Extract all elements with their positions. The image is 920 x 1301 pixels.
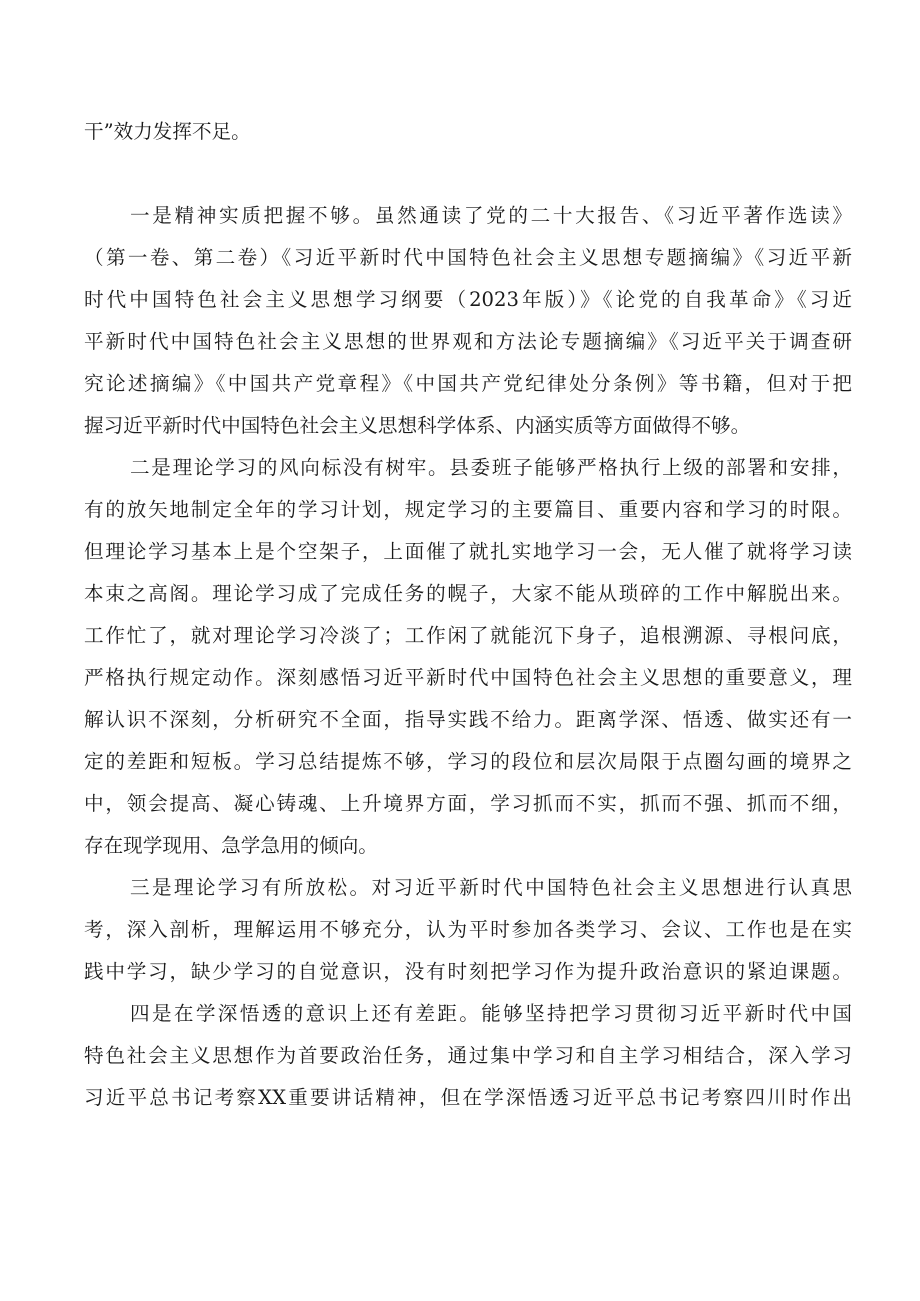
text-line: 严格执行规定动作。深刻感悟习近平新时代中国特色社会主义思想的重要意义，理 (84, 666, 852, 689)
text-line: 究论述摘编》《中国共产党章程》《中国共产党纪律处分条例》等书籍，但对于把 (84, 372, 852, 395)
text-line: 时代中国特色社会主义思想学习纲要（2023年版）》《论党的自我革命》《习近 (84, 288, 852, 311)
paragraph-4-first-line: 四是在学深悟透的意识上还有差距。能够坚持把学习贯彻习近平新时代中国 (130, 1002, 852, 1025)
text-line: （第一卷、第二卷）《习近平新时代中国特色社会主义思想专题摘编》《习近平新 (84, 246, 852, 269)
text-line: 存在现学现用、急学急用的倾向。 (84, 834, 378, 857)
paragraph-3-first-line: 三是理论学习有所放松。对习近平新时代中国特色社会主义思想进行认真思 (130, 876, 852, 899)
text-line: 有的放矢地制定全年的学习计划，规定学习的主要篇目、重要内容和学习的时限。 (84, 498, 852, 521)
text-line: 平新时代中国特色社会主义思想的世界观和方法论专题摘编》《习近平关于调查研 (84, 330, 852, 353)
text-line: 考，深入剖析，理解运用不够充分，认为平时参加各类学习、会议、工作也是在实 (84, 918, 852, 941)
text-line: 握习近平新时代中国特色社会主义思想科学体系、内涵实质等方面做得不够。 (84, 414, 751, 437)
text-line: 工作忙了，就对理论学习冷淡了；工作闲了就能沉下身子，追根溯源、寻根问底， (84, 624, 852, 647)
text-line: 中，领会提高、凝心铸魂、上升境界方面，学习抓而不实，抓而不强、抓而不细， (84, 792, 852, 815)
text-line: 本束之高阁。理论学习成了完成任务的幌子，大家不能从琐碎的工作中解脱出来。 (84, 582, 852, 605)
text-line: 干”效力发挥不足。 (84, 120, 251, 143)
text-line: 特色社会主义思想作为首要政治任务，通过集中学习和自主学习相结合，深入学习 (84, 1044, 852, 1067)
text-line: 习近平总书记考察XX重要讲话精神，但在学深悟透习近平总书记考察四川时作出 (84, 1086, 852, 1109)
paragraph-2-first-line: 二是理论学习的风向标没有树牢。县委班子能够严格执行上级的部署和安排， (130, 456, 852, 479)
text-line: 但理论学习基本上是个空架子，上面催了就扎实地学习一会，无人催了就将学习读 (84, 540, 852, 563)
paragraph-1-first-line: 一是精神实质把握不够。虽然通读了党的二十大报告、《习近平著作选读》 (130, 204, 852, 227)
text-line: 践中学习，缺少学习的自觉意识，没有时刻把学习作为提升政治意识的紧迫课题。 (84, 960, 852, 983)
text-line: 解认识不深刻，分析研究不全面，指导实践不给力。距离学深、悟透、做实还有一 (84, 708, 852, 731)
text-line: 定的差距和短板。学习总结提炼不够，学习的段位和层次局限于点圈勾画的境界之 (84, 750, 852, 773)
